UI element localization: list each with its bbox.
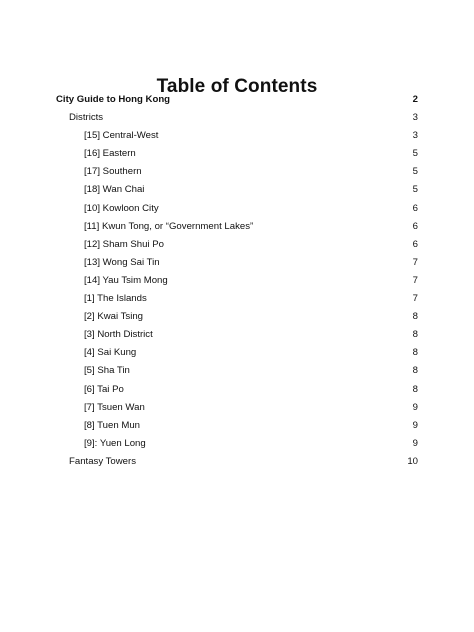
toc-entry-page: 8 xyxy=(412,311,418,323)
toc-entry-page: 8 xyxy=(412,365,418,377)
toc-entry-label: [11] Kwun Tong, or “Government Lakes” xyxy=(84,220,254,232)
toc-entry-page: 7 xyxy=(412,293,418,305)
toc-entry-label: [5] Sha Tin xyxy=(84,365,130,377)
toc-entry[interactable] xyxy=(0,453,474,471)
toc-entry-label: [2] Kwai Tsing xyxy=(84,311,144,323)
toc-entry-label: [9]: Yuen Long xyxy=(84,437,146,449)
toc-entry[interactable] xyxy=(0,109,474,127)
toc-entry-page: 9 xyxy=(412,419,418,431)
toc-entry-label: [8] Tuen Mun xyxy=(84,419,140,431)
toc-entry[interactable] xyxy=(0,200,474,218)
toc-entry[interactable] xyxy=(0,435,474,453)
toc-entry-label: [10] Kowloon City xyxy=(84,202,159,214)
toc-entry-label: [17] Southern xyxy=(84,166,142,178)
toc-entry-label: [14] Yau Tsim Mong xyxy=(84,274,168,286)
toc-entry[interactable] xyxy=(0,362,474,380)
toc-entry[interactable] xyxy=(0,399,474,417)
toc-entry[interactable] xyxy=(0,344,474,362)
toc-entry[interactable] xyxy=(0,218,474,236)
table-of-contents xyxy=(0,91,474,471)
toc-entry-label: City Guide to Hong Kong xyxy=(56,94,171,105)
toc-entry-label: [13] Wong Sai Tin xyxy=(84,256,160,268)
toc-entry[interactable] xyxy=(0,91,474,109)
toc-entry-page: 8 xyxy=(412,329,418,341)
toc-entry-label: [7] Tsuen Wan xyxy=(84,401,145,413)
toc-entry[interactable] xyxy=(0,181,474,199)
toc-entry[interactable] xyxy=(0,236,474,254)
toc-entry-page: 3 xyxy=(412,130,418,142)
toc-entry[interactable] xyxy=(0,254,474,272)
toc-entry[interactable] xyxy=(0,290,474,308)
toc-entry-page: 2 xyxy=(412,94,418,105)
toc-entry-page: 10 xyxy=(407,455,418,467)
toc-entry-label: [4] Sai Kung xyxy=(84,347,137,359)
toc-entry-page: 6 xyxy=(412,238,418,250)
toc-entry-label: [18] Wan Chai xyxy=(84,184,145,196)
toc-entry-page: 5 xyxy=(412,166,418,178)
toc-entry-page: 9 xyxy=(412,401,418,413)
toc-entry-label: [15] Central-West xyxy=(84,130,159,142)
toc-entry[interactable] xyxy=(0,145,474,163)
toc-entry-page: 3 xyxy=(412,112,418,124)
toc-entry-label: [1] The Islands xyxy=(84,293,147,305)
toc-entry-page: 8 xyxy=(412,383,418,395)
toc-entry[interactable] xyxy=(0,417,474,435)
toc-entry[interactable] xyxy=(0,272,474,290)
toc-entry-page: 7 xyxy=(412,256,418,268)
toc-entry[interactable] xyxy=(0,308,474,326)
toc-entry-label: [6] Tai Po xyxy=(84,383,124,395)
toc-entry-page: 9 xyxy=(412,437,418,449)
toc-entry-page: 6 xyxy=(412,202,418,214)
toc-entry-label: [16] Eastern xyxy=(84,148,136,160)
toc-entry[interactable] xyxy=(0,326,474,344)
toc-entry-label: Fantasy Towers xyxy=(69,455,137,467)
toc-entry[interactable] xyxy=(0,127,474,145)
toc-entry-page: 5 xyxy=(412,184,418,196)
toc-entry-page: 5 xyxy=(412,148,418,160)
toc-entry[interactable] xyxy=(0,381,474,399)
toc-entry-page: 8 xyxy=(412,347,418,359)
page-title: Table of Contents xyxy=(156,75,318,97)
toc-entry-label: [12] Sham Shui Po xyxy=(84,238,164,250)
toc-entry-page: 6 xyxy=(412,220,418,232)
toc-entry[interactable] xyxy=(0,163,474,181)
toc-entry-label: Districts xyxy=(69,112,104,124)
toc-entry-page: 7 xyxy=(412,274,418,286)
toc-entry-label: [3] North District xyxy=(84,329,153,341)
